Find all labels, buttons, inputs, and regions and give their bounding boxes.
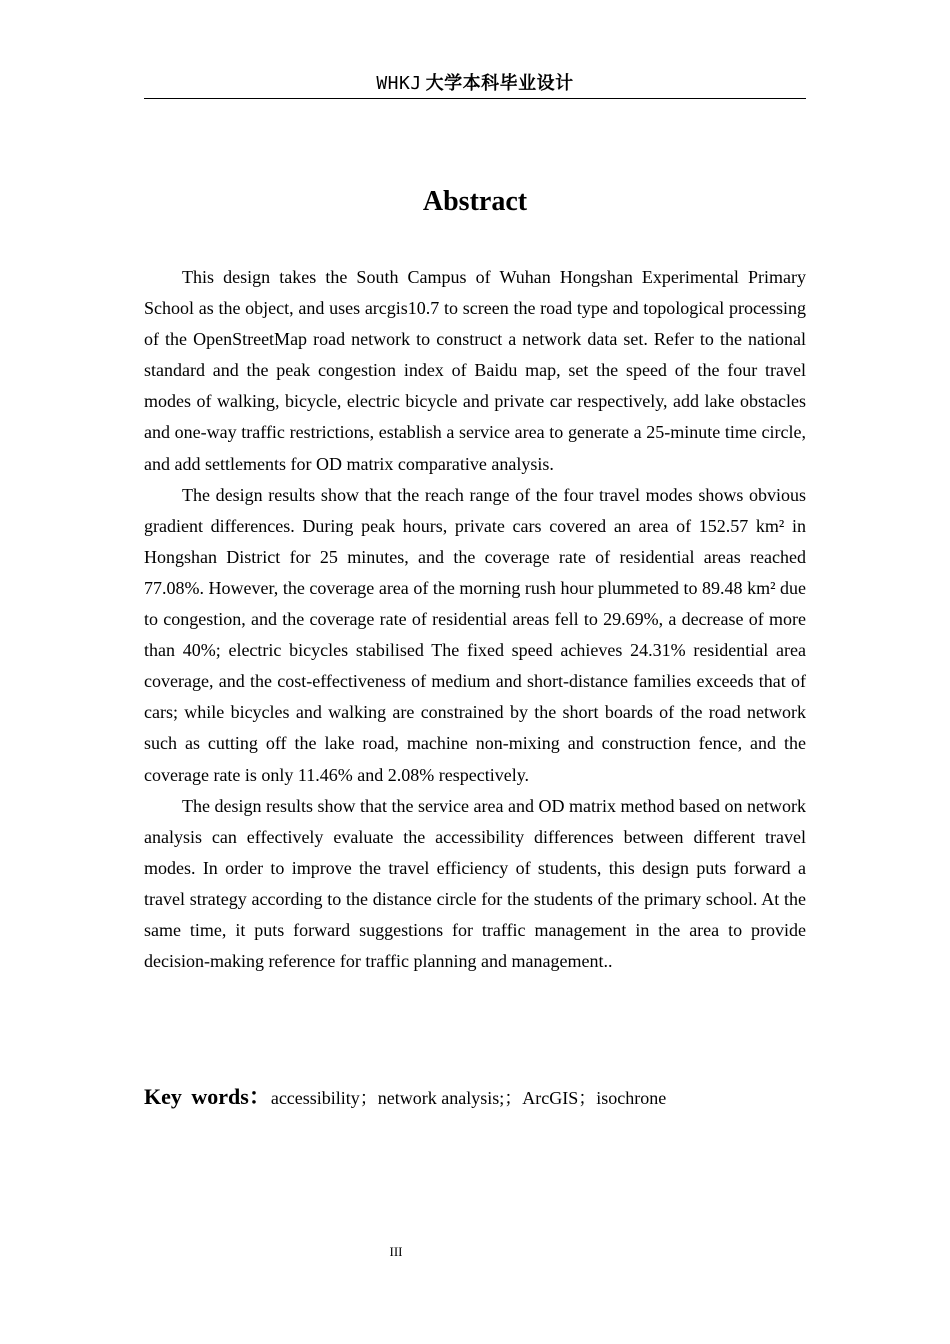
abstract-title: Abstract xyxy=(422,186,528,217)
page-number: III xyxy=(389,1244,403,1259)
keywords-text: accessibility；network analysis;；ArcGIS；isochrone xyxy=(270,1088,667,1108)
keywords-line xyxy=(144,1080,806,1115)
abstract-paragraph-3: The design results show that the service area and OD matrix method based on network analysis can effectively evaluate the accessibility differences between different travel modes. In order to improve the travel efficiency of students, this design puts forward a travel strategy according to the distance circle for the students of the primary school. At the same time, it puts forward suggestions for traffic management in the area to provide decision-making reference for traffic planning and management.. xyxy=(144,795,806,972)
abstract-paragraph-1: This design takes the South Campus of Wuhan Hongshan Experimental Primary School as the object, and uses arcgis10.7 to screen the road type and topological processing of the OpenStreetMap road network to construct a network data set. Refer to the national standard and the peak congestion index of Baidu map, set the speed of the four travel modes of walking, bicycle, electric bicycle and private car respectively, add lake obstacles and one-way traffic restrictions, establish a service area to generate a 25-minute time circle, and add settlements for OD matrix comparative analysis. xyxy=(144,267,806,474)
abstract-paragraph-2: The design results show that the reach range of the four travel modes shows obvious gradient differences. During peak hours, private cars covered an area of 152.57 km² in Hongshan District for 25 minutes, and the coverage rate of residential areas reached 77.08%. However, the coverage area of the morning rush hour plummeted to 89.48 km² due to congestion, and the coverage rate of residential areas fell to 29.69%, a decrease of more than 40%; electric bicycles stabilised The fixed speed achieves 24.31% residential area coverage, and the cost-effectiveness of medium and short-distance families exceeds that of cars; while bicycles and walking are constrained by the short boards of the road network such as cutting off the lake road, machine non-mixing and construction fence, and the coverage rate is only 11.46% and 2.08% respectively. xyxy=(144,484,806,785)
header-rule xyxy=(144,98,806,99)
page-header xyxy=(144,70,806,98)
header-university-title: 大学本科毕业设计 xyxy=(425,73,574,94)
abstract-body xyxy=(144,262,806,977)
header-code: WHKJ xyxy=(376,73,422,94)
keywords-label: Key words： xyxy=(144,1084,271,1109)
